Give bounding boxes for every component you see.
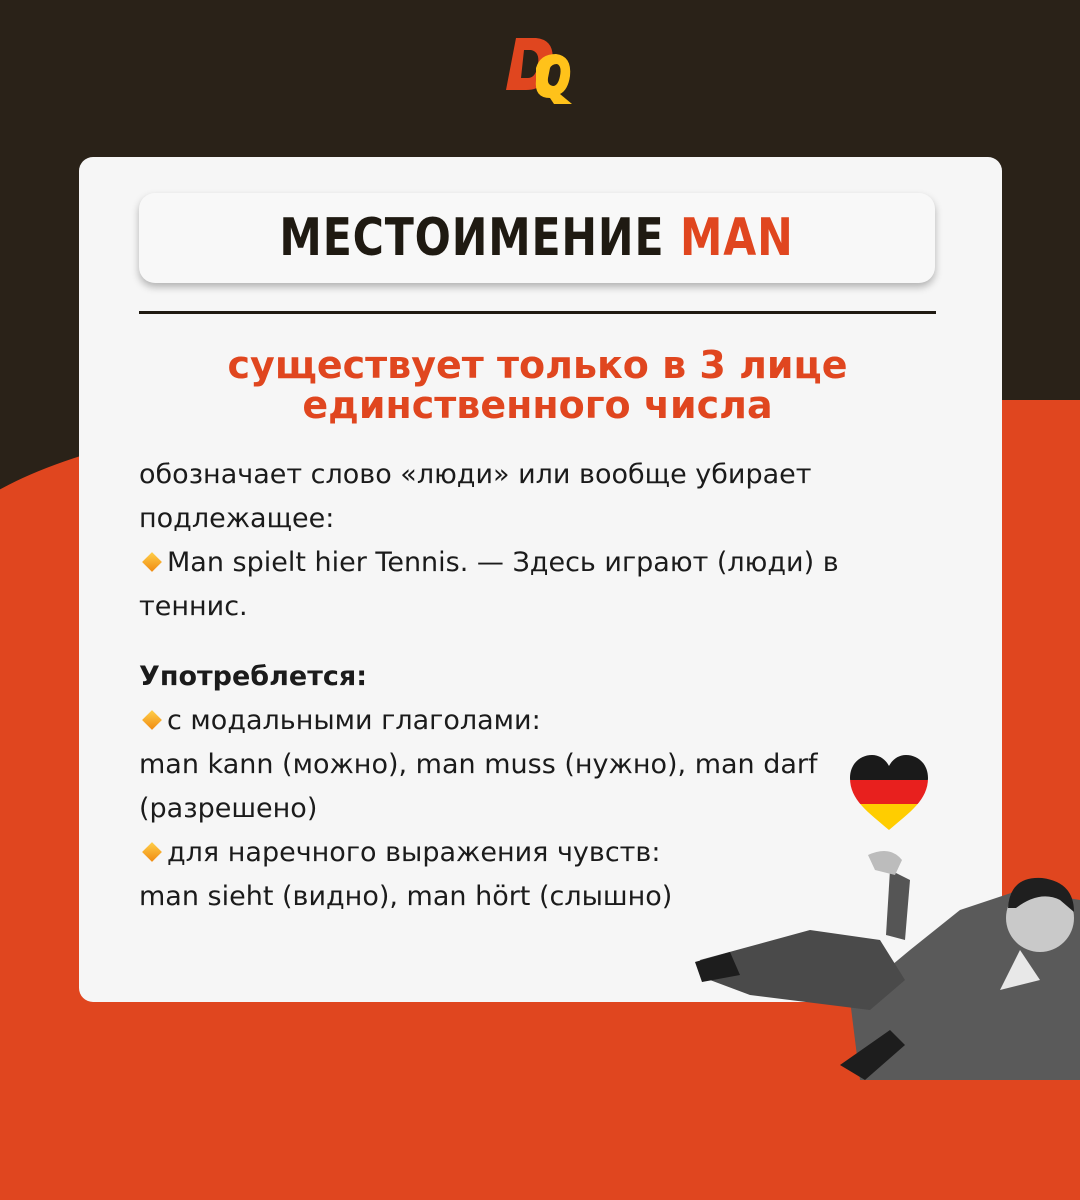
- usage-1-title-text: с модальными глаголами:: [167, 705, 541, 736]
- example-line-2: теннис.: [139, 591, 248, 622]
- dq-logo: [500, 28, 580, 108]
- intro-line-1: обозначает слово «люди» или вообще убирает: [139, 459, 812, 490]
- orange-diamond-icon: [142, 842, 162, 862]
- german-flag-heart-icon: [848, 752, 930, 832]
- title-accent: MAN: [680, 208, 795, 268]
- example-text: Man spielt hier Tennis. — Здесь играют (люди) в: [167, 547, 839, 578]
- reclining-man-illustration: [690, 830, 1080, 1080]
- page-title: [280, 208, 794, 268]
- usage-1-line-1: man kann (можно), man muss (нужно), man darf: [139, 749, 818, 780]
- subtitle-line-2: единственного числа: [302, 383, 773, 427]
- title-main: МЕСТОИМЕНИЕ: [279, 208, 665, 268]
- usage-1-line-2: (разрешено): [139, 793, 318, 824]
- subtitle: [139, 345, 936, 425]
- orange-diamond-icon: [142, 552, 162, 572]
- usage-2-title-text: для наречного выражения чувств:: [167, 837, 661, 868]
- example-line-1: [139, 541, 869, 585]
- title-box: [139, 193, 935, 283]
- intro-line-2: подлежащее:: [139, 503, 335, 534]
- usage-1-title: [139, 699, 869, 743]
- usage-2-line-1: man sieht (видно), man hört (слышно): [139, 881, 673, 912]
- orange-diamond-icon: [142, 710, 162, 730]
- subtitle-line-1: существует только в 3 лице: [227, 343, 848, 387]
- usage-heading: Употреблется:: [139, 661, 368, 692]
- divider: [139, 311, 936, 314]
